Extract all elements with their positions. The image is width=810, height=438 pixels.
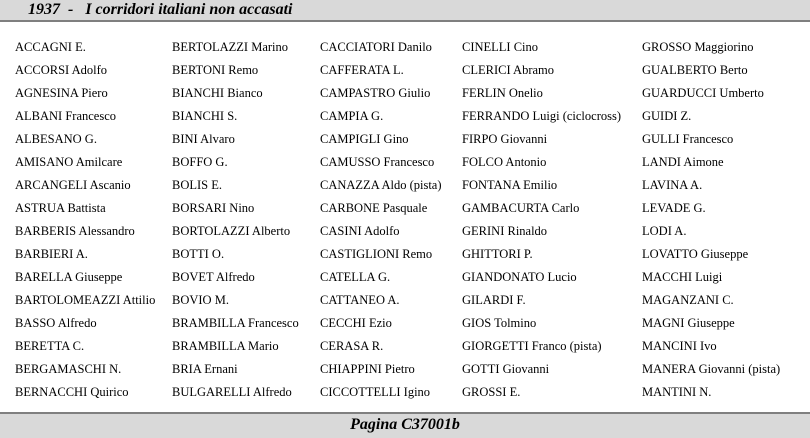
rider-name: FIRPO Giovanni	[462, 132, 548, 146]
footer-bar	[0, 412, 810, 438]
rider-name: CARBONE Pasquale	[320, 201, 428, 215]
rider-name: MAGNI Giuseppe	[642, 316, 735, 330]
rider-name: BORSARI Nino	[172, 201, 255, 215]
rider-column-4	[462, 36, 621, 404]
rider-name: GUIDI Z.	[642, 109, 692, 123]
rider-name: CAMPIA G.	[320, 109, 384, 123]
rider-name: GHITTORI P.	[462, 247, 533, 261]
rider-name: ASTRUA Battista	[15, 201, 106, 215]
rider-name: GOTTI Giovanni	[462, 362, 550, 376]
rider-name: ARCANGELI Ascanio	[15, 178, 131, 192]
rider-name: BERTOLAZZI Marino	[172, 40, 289, 54]
rider-name: CANAZZA Aldo (pista)	[320, 178, 442, 192]
rider-name: BERNACCHI Quirico	[15, 385, 129, 399]
rider-column-2	[172, 36, 299, 404]
rider-name: BORTOLAZZI Alberto	[172, 224, 291, 238]
rider-name: LEVADE G.	[642, 201, 706, 215]
rider-name: LAVINA A.	[642, 178, 703, 192]
rider-name: GIANDONATO Lucio	[462, 270, 577, 284]
rider-name: LANDI Aimone	[642, 155, 724, 169]
rider-name: GROSSO Maggiorino	[642, 40, 754, 54]
rider-name: LODI A.	[642, 224, 687, 238]
rider-name: GAMBACURTA Carlo	[462, 201, 580, 215]
rider-name: CINELLI Cino	[462, 40, 539, 54]
rider-name: CHIAPPINI Pietro	[320, 362, 415, 376]
rider-name: GIORGETTI Franco (pista)	[462, 339, 602, 353]
rider-name: CAFFERATA L.	[320, 63, 404, 77]
rider-name: CAMUSSO Francesco	[320, 155, 435, 169]
rider-name: BOFFO G.	[172, 155, 228, 169]
rider-name: GERINI Rinaldo	[462, 224, 548, 238]
rider-name: CICCOTTELLI Igino	[320, 385, 431, 399]
rider-name: BARBIERI A.	[15, 247, 88, 261]
rider-name: BINI Alvaro	[172, 132, 235, 146]
rider-name: MACCHI Luigi	[642, 270, 723, 284]
rider-column-1	[15, 36, 155, 404]
page-label: Pagina C37001b	[350, 416, 460, 433]
rider-name: FERLIN Onelio	[462, 86, 543, 100]
rider-name: BOLIS E.	[172, 178, 222, 192]
rider-name: BARBERIS Alessandro	[15, 224, 135, 238]
rider-name: GROSSI E.	[462, 385, 521, 399]
rider-name: AGNESINA Piero	[15, 86, 108, 100]
rider-name: AMISANO Amilcare	[15, 155, 123, 169]
rider-name: CASTIGLIONI Remo	[320, 247, 433, 261]
rider-name: CACCIATORI Danilo	[320, 40, 432, 54]
rider-name: ACCAGNI E.	[15, 40, 86, 54]
rider-column-5	[642, 36, 780, 404]
rider-name: BOVET Alfredo	[172, 270, 255, 284]
rider-name: ALBESANO G.	[15, 132, 97, 146]
page-title: 1937 - I corridori italiani non accasati	[28, 1, 293, 18]
rider-name: FONTANA Emilio	[462, 178, 558, 192]
rider-name: ALBANI Francesco	[15, 109, 117, 123]
rider-name: GIOS Tolmino	[462, 316, 537, 330]
rider-name: MAGANZANI C.	[642, 293, 734, 307]
rider-name: BERETTA C.	[15, 339, 85, 353]
rider-name: CASINI Adolfo	[320, 224, 400, 238]
rider-name: GULLI Francesco	[642, 132, 734, 146]
rider-list	[0, 22, 810, 410]
rider-name: CERASA R.	[320, 339, 384, 353]
rider-name: CAMPIGLI Gino	[320, 132, 409, 146]
rider-name: MANTINI N.	[642, 385, 712, 399]
rider-name: GILARDI F.	[462, 293, 526, 307]
rider-name: BULGARELLI Alfredo	[172, 385, 292, 399]
rider-name: BASSO Alfredo	[15, 316, 97, 330]
rider-name: FOLCO Antonio	[462, 155, 547, 169]
rider-name: BIANCHI Bianco	[172, 86, 263, 100]
rider-name: ACCORSI Adolfo	[15, 63, 108, 77]
rider-name: CAMPASTRO Giulio	[320, 86, 431, 100]
rider-name: BERTONI Remo	[172, 63, 259, 77]
rider-name: LOVATTO Giuseppe	[642, 247, 749, 261]
rider-name: BOVIO M.	[172, 293, 229, 307]
rider-name: CATTANEO A.	[320, 293, 400, 307]
rider-name: BOTTI O.	[172, 247, 225, 261]
rider-name: CECCHI Ezio	[320, 316, 392, 330]
rider-name: BARTOLOMEAZZI Attilio	[15, 293, 156, 307]
rider-name: BERGAMASCHI N.	[15, 362, 122, 376]
rider-name: MANERA Giovanni (pista)	[642, 362, 781, 376]
rider-name: BRIA Ernani	[172, 362, 238, 376]
rider-name: CATELLA G.	[320, 270, 391, 284]
rider-column-3	[320, 36, 442, 404]
rider-name: BARELLA Giuseppe	[15, 270, 123, 284]
rider-name: FERRANDO Luigi (ciclocross)	[462, 109, 622, 123]
rider-name: GUALBERTO Berto	[642, 63, 748, 77]
rider-name: BRAMBILLA Francesco	[172, 316, 299, 330]
rider-name: MANCINI Ivo	[642, 339, 717, 353]
header-bar	[0, 0, 810, 22]
rider-name: CLERICI Abramo	[462, 63, 555, 77]
rider-name: GUARDUCCI Umberto	[642, 86, 764, 100]
rider-name: BIANCHI S.	[172, 109, 238, 123]
rider-name: BRAMBILLA Mario	[172, 339, 279, 353]
